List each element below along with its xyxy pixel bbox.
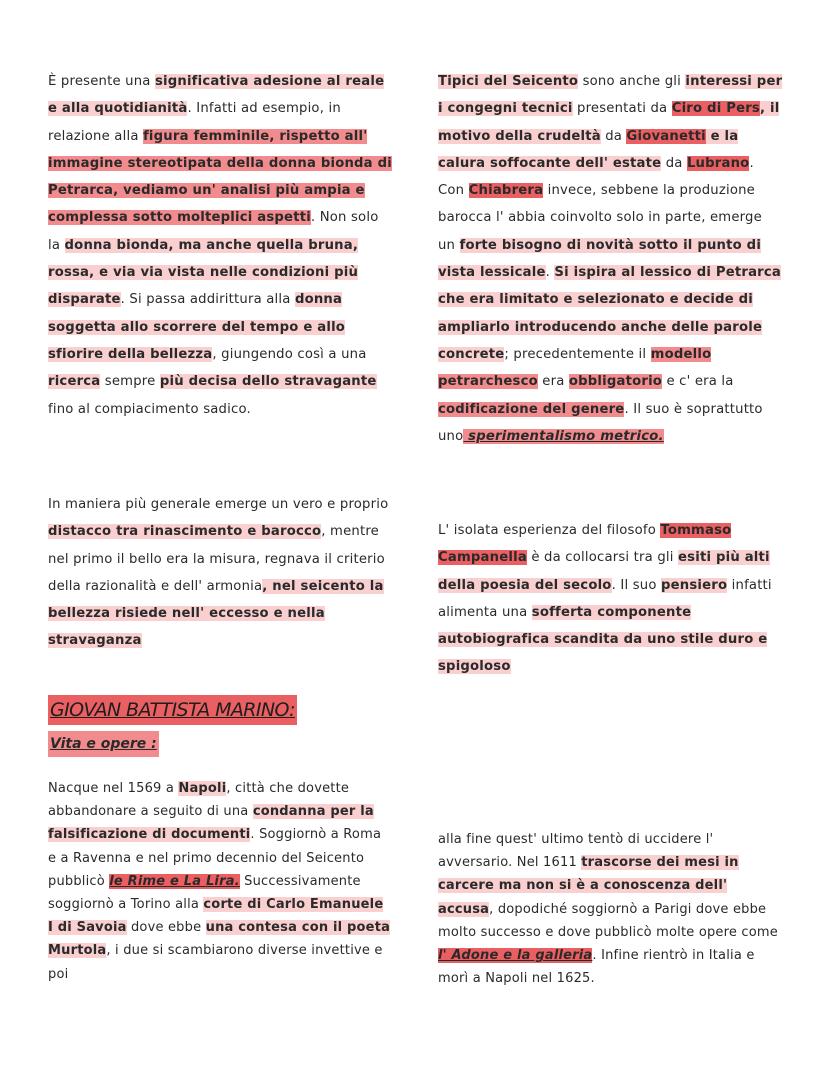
- highlighted-text: trascorse dei mesi in carcere ma non si è a conoscenza dell' accusa: [438, 855, 739, 917]
- right-column-paragraph-2: [438, 517, 783, 681]
- text-segment: , città che dovette abbandonare a seguito di una: [48, 781, 350, 820]
- highlighted-text: codificazione del genere: [438, 401, 625, 417]
- text-segment: era: [537, 374, 569, 390]
- text-segment: Nacque nel 1569 a: [48, 781, 179, 796]
- text-segment: . Infatti ad esempio, in relazione alla: [48, 101, 341, 144]
- highlighted-text: le Rime e La Lira.: [109, 873, 240, 889]
- text-segment: Successivamente soggiornò a Torino alla: [48, 873, 361, 913]
- section-subtitle: Vita e opere :: [48, 731, 159, 757]
- highlighted-text: distacco tra rinascimento e barocco: [48, 524, 322, 540]
- highlighted-text: Tipici del Seicento: [438, 74, 579, 89]
- text-segment: . Il suo: [611, 577, 661, 593]
- text-segment: presentati da: [572, 101, 672, 117]
- highlighted-text: l' Adone e la galleria: [438, 948, 593, 964]
- highlighted-text: Lubrano: [686, 155, 750, 171]
- text-segment: da: [661, 155, 687, 171]
- text-segment: sempre: [100, 374, 160, 390]
- text-segment: ; precedentemente il: [504, 346, 651, 362]
- highlighted-text: , nel seicento la bellezza risiede nell' eccesso e nella stravaganza: [48, 578, 384, 649]
- highlighted-text: forte bisogno di novità sotto il punto di vista lessicale: [438, 237, 762, 281]
- text-segment: è da collocarsi tra gli: [526, 550, 679, 566]
- highlighted-text: Ciro di Pers: [671, 101, 760, 117]
- highlighted-text: Giovanetti: [626, 128, 706, 144]
- biography-right: [438, 828, 783, 990]
- text-segment: da: [600, 128, 627, 144]
- highlighted-text: Napoli: [178, 781, 227, 796]
- highlighted-text: Tommaso Campanella: [438, 523, 732, 566]
- text-segment: . Si passa addirittura alla: [120, 292, 295, 308]
- text-segment: . Il suo è soprattutto uno: [438, 401, 763, 444]
- text-segment: . Non solo la: [48, 210, 379, 253]
- highlighted-text: sperimentalismo metrico.: [463, 428, 664, 444]
- text-segment: infatti alimenta una: [438, 577, 772, 620]
- text-segment: e c' era la: [662, 374, 734, 390]
- right-column-paragraph-1: [438, 68, 783, 450]
- text-segment: dove ebbe: [126, 920, 206, 936]
- section-title: GIOVAN BATTISTA MARINO:: [48, 695, 297, 725]
- highlighted-text: pensiero: [661, 577, 728, 593]
- highlighted-text: obbligatorio: [568, 374, 663, 390]
- text-segment: , i due si scambiarono diverse invettive e poi: [48, 943, 383, 982]
- highlighted-text: , il motivo della crudeltà: [438, 101, 780, 144]
- left-column-paragraph-1: [48, 68, 393, 423]
- text-segment: , mentre nel primo il bello era la misura, regnava il criterio della razionalità e dell' armonia: [48, 524, 385, 594]
- text-segment: . Soggiornò a Roma e a Ravenna e nel primo decennio del Seicento pubblicò: [48, 827, 382, 889]
- left-column-paragraph-2: [48, 491, 393, 655]
- highlighted-text: modello petrarchesco: [438, 346, 712, 390]
- text-segment: , dopodiché soggiornò a Parigi dove ebbe molto successo e dove pubblicò molte opere come: [438, 901, 778, 940]
- text-segment: In maniera più generale emerge un vero e proprio: [48, 497, 389, 512]
- highlighted-text: più decisa dello stravagante: [159, 374, 377, 390]
- highlighted-text: interessi per i congegni tecnici: [438, 74, 783, 117]
- highlighted-text: donna bionda, ma anche quella bruna, rossa, e via via vista nelle condizioni più disparate: [48, 237, 359, 308]
- highlighted-text: donna soggetta allo scorrere del tempo e allo sfiorire della bellezza: [48, 292, 346, 362]
- text-segment: fino al compiacimento sadico.: [48, 401, 251, 417]
- text-segment: invece, sebbene la produzione barocca l' abbia coinvolto solo in parte, emerge un: [438, 183, 762, 253]
- text-segment: . Infine rientrò in Italia e morì a Napoli nel 1625.: [438, 948, 755, 987]
- text-segment: È presente una: [48, 74, 155, 89]
- highlighted-text: una contesa con il poeta Murtola: [48, 920, 391, 959]
- highlighted-text: condanna per la falsificazione di documenti: [48, 804, 374, 843]
- text-segment: sono anche gli: [578, 74, 686, 89]
- text-segment: alla fine quest' ultimo tentò di uccidere l' avversario. Nel 1611: [438, 832, 714, 871]
- highlighted-text: sofferta componente autobiografica scandita da uno stile duro e spigoloso: [438, 604, 768, 675]
- text-segment: , giungendo così a una: [212, 346, 367, 362]
- text-segment: . Con: [438, 155, 754, 199]
- highlighted-text: Chiabrera: [468, 183, 544, 199]
- highlighted-text: figura femminile, rispetto all' immagine stereotipata della donna bionda di Petrarca, vediamo un' analisi più ampia e complessa sotto molteplici aspetti: [48, 128, 392, 226]
- text-segment: L' isolata esperienza del filosofo: [438, 523, 661, 538]
- highlighted-text: Si ispira al lessico di Petrarca che era limitato e selezionato e decide di ampliarlo introducendo anche delle parole concrete: [438, 265, 782, 362]
- highlighted-text: corte di Carlo Emanuele I di Savoia: [48, 897, 384, 936]
- highlighted-text: esiti più alti della poesia del secolo: [438, 550, 770, 593]
- highlighted-text: significativa adesione al reale e alla quotidianità: [48, 74, 385, 117]
- text-segment: .: [545, 265, 555, 281]
- highlighted-text: ricerca: [48, 374, 101, 390]
- highlighted-text: e la calura soffocante dell' estate: [438, 128, 739, 171]
- biography-left: [48, 777, 393, 986]
